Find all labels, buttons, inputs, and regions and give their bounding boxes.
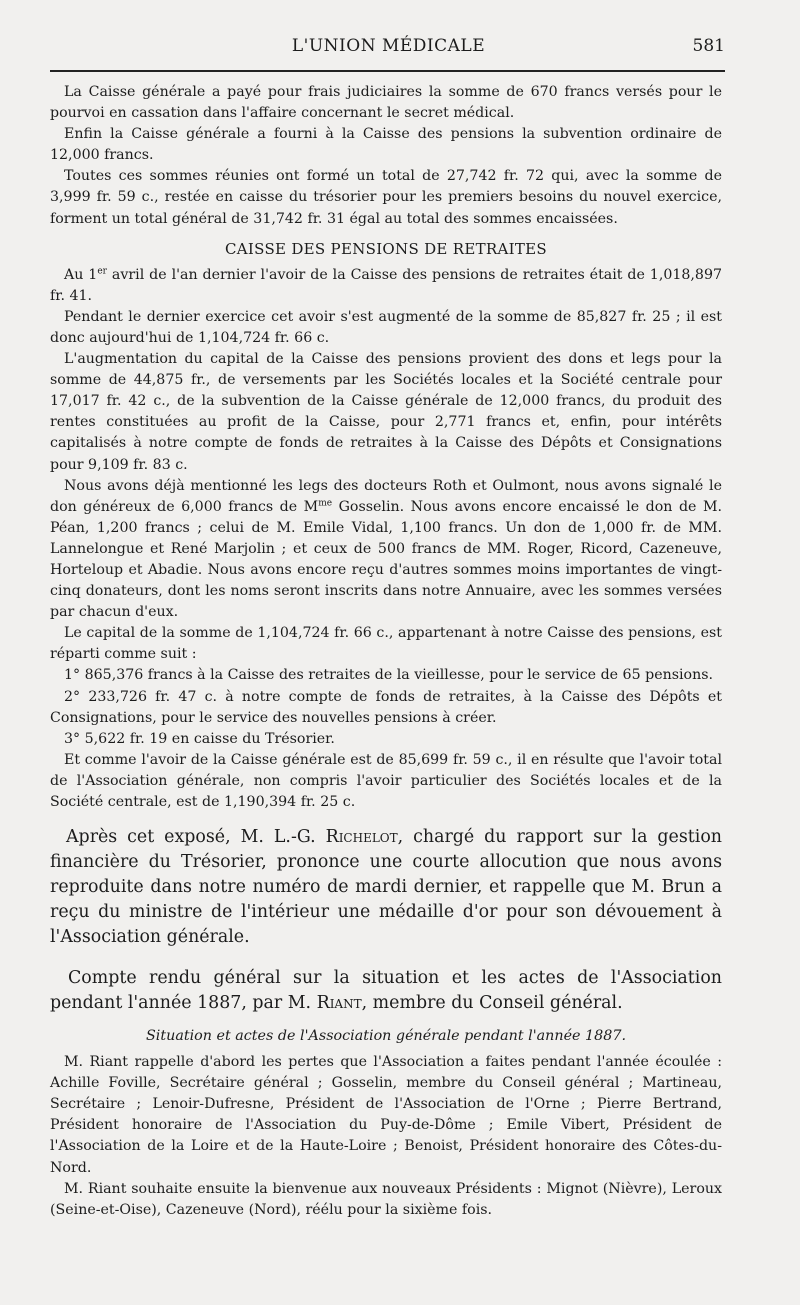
paragraph xyxy=(50,265,722,307)
text-run: Nous avons déjà mentionné les legs des docteurs Roth et Oulmont, nous avons signalé le don généreux de 6,000 francs de M xyxy=(50,477,722,515)
paragraph: 2° 233,726 fr. 47 c. à notre compte de fonds de retraites, à la Caisse des Dépôts et Consignations, pour le service des nouvelles pensions à créer. xyxy=(50,688,722,726)
speaker-name: Richelot xyxy=(325,827,398,848)
header-rule xyxy=(50,70,725,72)
page-number: 581 xyxy=(692,36,725,56)
speaker-name: Riant xyxy=(316,993,362,1014)
body-text xyxy=(50,82,722,1221)
text-run: Gosselin. Nous avons encore encaissé le don de M. Péan, 1,200 francs ; celui de M. Emile Vidal, 1,100 francs. Un don de 1,000 fr. de MM. Lannelongue et René Marjolin ; et ceux de 500 francs de MM. Roger, Ricord, Cazeneuve, Horteloup et Abadie. Nous avons encore reçu d'autres sommes moins importantes de vingt-cinq donateurs, dont les noms seront inscrits dans notre Annuaire, avec les sommes versées par chacun d'eux. xyxy=(50,498,723,621)
richelot-section xyxy=(50,825,722,950)
paragraph: La Caisse générale a payé pour frais judiciaires la somme de 670 francs versés pour le pourvoi en cassation dans l'affaire concernant le secret médical. xyxy=(50,84,722,122)
paragraph: 3° 5,622 fr. 19 en caisse du Trésorier. xyxy=(64,730,335,747)
compte-rendu-heading xyxy=(50,966,722,1016)
section-heading: CAISSE DES PENSIONS DE RETRAITES xyxy=(225,239,547,258)
paragraph: 1° 865,376 francs à la Caisse des retraites de la vieillesse, pour le service de 65 pensions. xyxy=(64,667,714,684)
paragraph xyxy=(50,966,722,1016)
paragraph: L'augmentation du capital de la Caisse des pensions provient des dons et legs pour la somme de 44,875 fr., de versements par les Sociétés locales et la Société centrale pour 17,017 fr. 42 c., de la subvention de la Caisse générale de 12,000 francs, du produit des rentes constituées au profit de la Caisse, pour 2,771 francs et, enfin, pour intérêts capitalisés à notre compte de fonds de retraites à la Caisse des Dépôts et Consignations pour 9,109 fr. 83 c. xyxy=(50,351,722,473)
text-run: Après cet exposé, M. L.-G. xyxy=(66,827,326,848)
treasurer-report-tail xyxy=(50,82,722,230)
running-title: L'UNION MÉDICALE xyxy=(291,36,486,56)
text-run: , membre du Conseil général. xyxy=(361,993,623,1014)
paragraph: Et comme l'avoir de la Caisse générale est de 85,699 fr. 59 c., il en résulte que l'avoir total de l'Association générale, non compris l'avoir particulier des Sociétés locales et de la Société centrale, est de 1,190,394 fr. 25 c. xyxy=(50,751,722,810)
superscript: er xyxy=(97,265,107,276)
paragraph: M. Riant rappelle d'abord les pertes que l'Association a faites pendant l'année écoulée : Achille Foville, Secrétaire général ; Gosselin, membre du Conseil général ; Martineau, Secrétaire ; Lenoir-Dufresne, Président de l'Association de l'Orne ; Pierre Bertrand, Président honoraire de l'Association du Puy-de-Dôme ; Emile Vibert, Président de l'Association de la Loire et de la Haute-Loire ; Benoist, Président honoraire des Côtes-du-Nord. xyxy=(50,1054,722,1176)
paragraph: Enfin la Caisse générale a fourni à la Caisse des pensions la subvention ordinaire de 12,000 francs. xyxy=(50,126,722,164)
text-run: avril de l'an dernier l'avoir de la Caisse des pensions de retraites était de 1,018,897 fr. 41. xyxy=(50,266,722,304)
text-run: , chargé du rapport sur la gestion financière du Trésorier, prononce une courte allocution que nous avons reproduite dans notre numéro de mardi dernier, et rappelle que M. Brun a reçu du ministre de l'intérieur une médaille d'or pour son dévouement à l'Association générale. xyxy=(50,827,722,948)
riant-section xyxy=(50,1052,722,1221)
paragraph: Pendant le dernier exercice cet avoir s'est augmenté de la somme de 85,827 fr. 25 ; il est donc aujourd'hui de 1,104,724 fr. 66 c. xyxy=(50,308,722,346)
italic-subheading: Situation et actes de l'Association générale pendant l'année 1887. xyxy=(146,1028,626,1045)
paragraph xyxy=(50,825,722,950)
pension-section xyxy=(50,265,722,813)
paragraph: M. Riant souhaite ensuite la bienvenue aux nouveaux Présidents : Mignot (Nièvre), Leroux (Seine-et-Oise), Cazeneuve (Nord), réélu pour la sixième fois. xyxy=(50,1180,722,1218)
superscript: me xyxy=(318,497,333,508)
page-header xyxy=(52,36,725,64)
paragraph: Le capital de la somme de 1,104,724 fr. 66 c., appartenant à notre Caisse des pensions, est réparti comme suit : xyxy=(50,625,722,663)
paragraph: Toutes ces sommes réunies ont formé un total de 27,742 fr. 72 qui, avec la somme de 3,999 fr. 59 c., restée en caisse du trésorier pour les premiers besoins du nouvel exercice, forment un total général de 31,742 fr. 31 égal au total des sommes encaissées. xyxy=(50,168,722,227)
text-run: Au 1 xyxy=(64,266,98,283)
paragraph xyxy=(50,476,722,624)
text-run: Compte rendu général sur la situation et les actes de l'Association pendant l'année 1887, par M. xyxy=(50,968,722,1014)
